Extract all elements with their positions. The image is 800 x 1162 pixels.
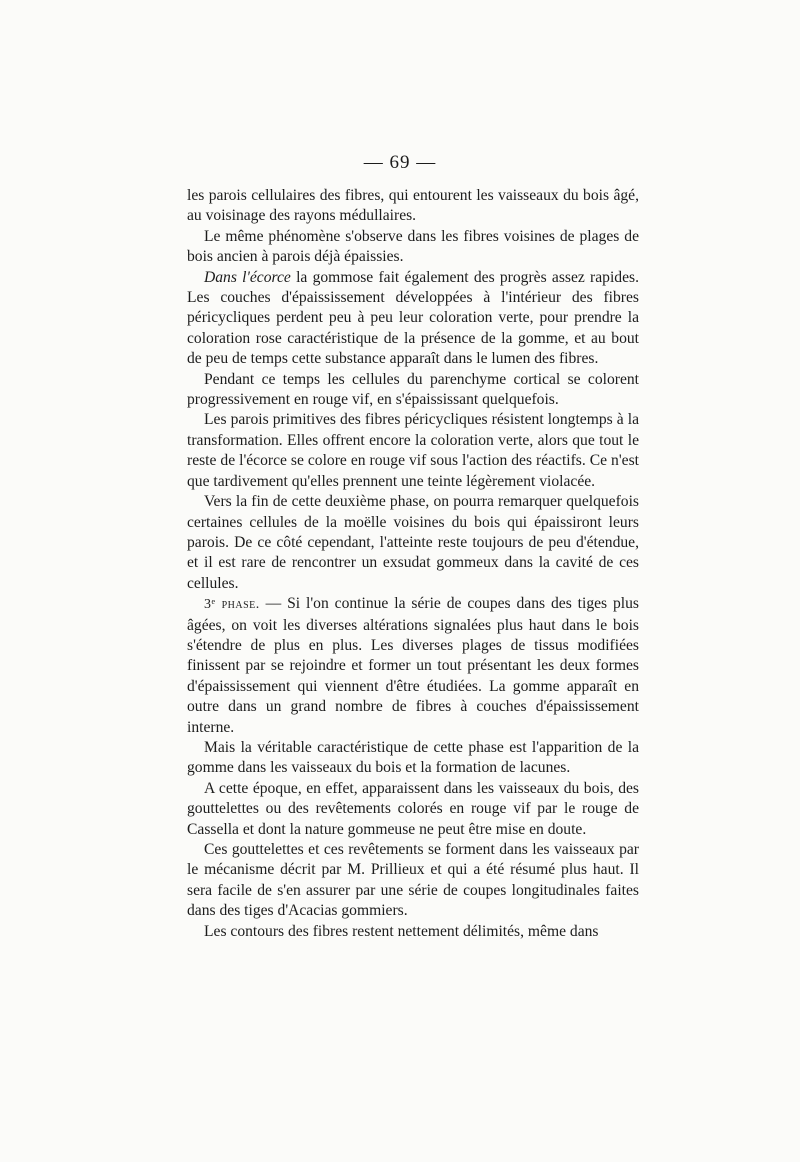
section-heading-phase: 3ᵉ phase. (204, 597, 260, 613)
paragraph: Pendant ce temps les cellules du parenchyme cortical se colorent progressivement en rouge vif, en s'épaississant quelquefois. (187, 370, 639, 409)
paragraph: Les parois primitives des fibres péricycliques résistent longtemps à la transformation. Elles offrent encore la coloration verte, alors que tout le reste de l'écorce se colore en rouge vif sous l'action des réactifs. Ce n'est que tardivement qu'elles prennent une teinte légèrement violacée. (187, 411, 639, 490)
paragraph: les parois cellulaires des fibres, qui entourent les vaisseaux du bois âgé, au voisinage des rayons médullaires. (187, 187, 639, 225)
paragraph: Vers la fin de cette deuxième phase, on pourra remarquer quelquefois certaines cellules de la moëlle voisines du bois qui épaissiront leurs parois. De ce côté cependant, l'atteinte reste toujours de peu d'étendue, et il est rare de rencontrer un exsudat gommeux dans la cavité de ces cellules. (187, 493, 639, 592)
paragraph: Le même phénomène s'observe dans les fibres voisines de plages de bois ancien à parois déjà épaissies. (187, 227, 639, 266)
paragraph: Ces gouttelettes et ces revêtements se forment dans les vaisseaux par le mécanisme décrit par M. Prillieux et qui a été résumé plus haut. Il sera facile de s'en assurer par une série de coupes longitudinales faites dans des tiges d'Acacias gommiers. (187, 841, 639, 920)
paragraph: A cette époque, en effet, apparaissent dans les vaisseaux du bois, des gouttelettes ou des revêtements colorés en rouge vif par le rouge de Cassella et dont la nature gommeuse ne peut être mise en doute. (187, 779, 639, 838)
paragraph-text: la gommose fait également des progrès assez rapides. Les couches d'épaississement développées à l'intérieur des fibres péricycliques perdent peu à peu leur coloration verte, pour prendre la coloration rose caractéristique de la présence de la gomme, et au bout de peu de temps cette substance apparaît dans le lumen des fibres. (187, 268, 639, 368)
paragraph: Mais la véritable caractéristique de cette phase est l'apparition de la gomme dans les vaisseaux du bois et la formation de lacunes. (187, 738, 639, 777)
body-text (187, 186, 639, 942)
page-number: — 69 — (363, 152, 437, 173)
paragraph: Les contours des fibres restent nettement délimités, même dans (204, 922, 599, 940)
paragraph (187, 594, 639, 738)
paragraph-lead-italic: Dans l'écorce (204, 268, 291, 286)
paragraph (187, 268, 639, 370)
paragraph-text: — Si l'on continue la série de coupes dans des tiges plus âgées, on voit les diverses altérations signalées plus haut dans le bois s'étendre de plus en plus. Les diverses plages de tissus modifiées finissent par se rejoindre et former un tout présentant les deux formes d'épaississement qui viennent d'être étudiées. La gomme apparaît en outre dans un grand nombre de fibres à couches d'épaississement interne. (187, 595, 640, 736)
